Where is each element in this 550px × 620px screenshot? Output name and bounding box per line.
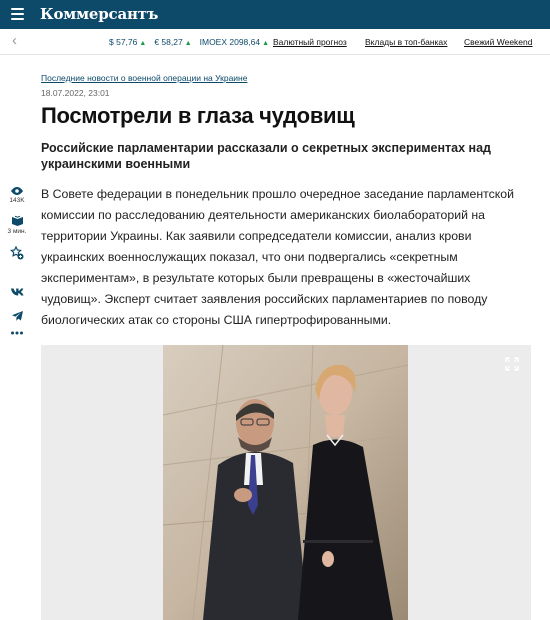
views-count: 143K — [9, 197, 25, 204]
chevron-left-icon[interactable]: ‹ — [12, 32, 17, 49]
arrow-up-icon: ▲ — [139, 40, 147, 47]
quote-usd[interactable]: $ 57,76 ▲ — [109, 37, 147, 47]
read-time — [0, 215, 34, 235]
star-add-icon — [10, 246, 24, 260]
photo-illustration — [163, 345, 408, 620]
page-title: Посмотрели в глаза чудовищ — [41, 103, 355, 128]
article-date: 18.07.2022, 23:01 — [41, 88, 110, 98]
site-header — [0, 0, 550, 29]
arrow-up-icon: ▲ — [262, 40, 270, 47]
views-counter — [0, 186, 34, 204]
more-icon — [10, 330, 24, 336]
more-button[interactable] — [0, 330, 34, 336]
menu-icon[interactable] — [11, 8, 24, 20]
link-deposits[interactable]: Вклады в топ-банках — [365, 37, 448, 47]
vk-icon — [10, 287, 25, 297]
breadcrumb[interactable]: Последние новости о военной операции на Украине — [41, 73, 248, 83]
telegram-icon — [11, 310, 24, 322]
book-icon — [11, 215, 24, 227]
favorite-button[interactable] — [0, 246, 34, 260]
quote-eur[interactable]: € 58,27 ▲ — [154, 37, 192, 47]
expand-icon[interactable] — [505, 357, 519, 371]
article-photo-container — [41, 345, 531, 620]
quotes-list — [109, 37, 269, 47]
site-logo[interactable]: Коммерсантъ — [40, 5, 159, 23]
ticker-bar — [0, 29, 550, 55]
share-vk-button[interactable] — [0, 287, 34, 297]
eye-icon — [10, 186, 24, 196]
link-currency-forecast[interactable]: Валютный прогноз — [273, 37, 347, 47]
arrow-up-icon: ▲ — [184, 40, 192, 47]
article-photo[interactable] — [163, 345, 408, 620]
read-time-value: 3 мин. — [7, 228, 27, 235]
share-telegram-button[interactable] — [0, 310, 34, 322]
article-lead: В Совете федерации в понедельник прошло очередное заседание парламентской комиссии по расследованию деятельности американских биолабораторий на территории Украины. Как заявили сопредседатели комиссии, анализ крови украинских военнослужащих показал, что они подвергались «секретным экспериментам», в результате которых были превращены в «жесточайших чудовищ». Эксперт считает заявления российских парламентариев по поводу биологических атак со стороны США гипертрофированными. — [41, 187, 514, 327]
quote-imoex[interactable]: IMOEX 2098,64 ▲ — [199, 37, 270, 47]
link-weekend[interactable]: Свежий Weekend — [464, 37, 533, 47]
article-subtitle: Российские парламентарии рассказали о секретных экспериментах над украинскими военными — [41, 141, 491, 171]
